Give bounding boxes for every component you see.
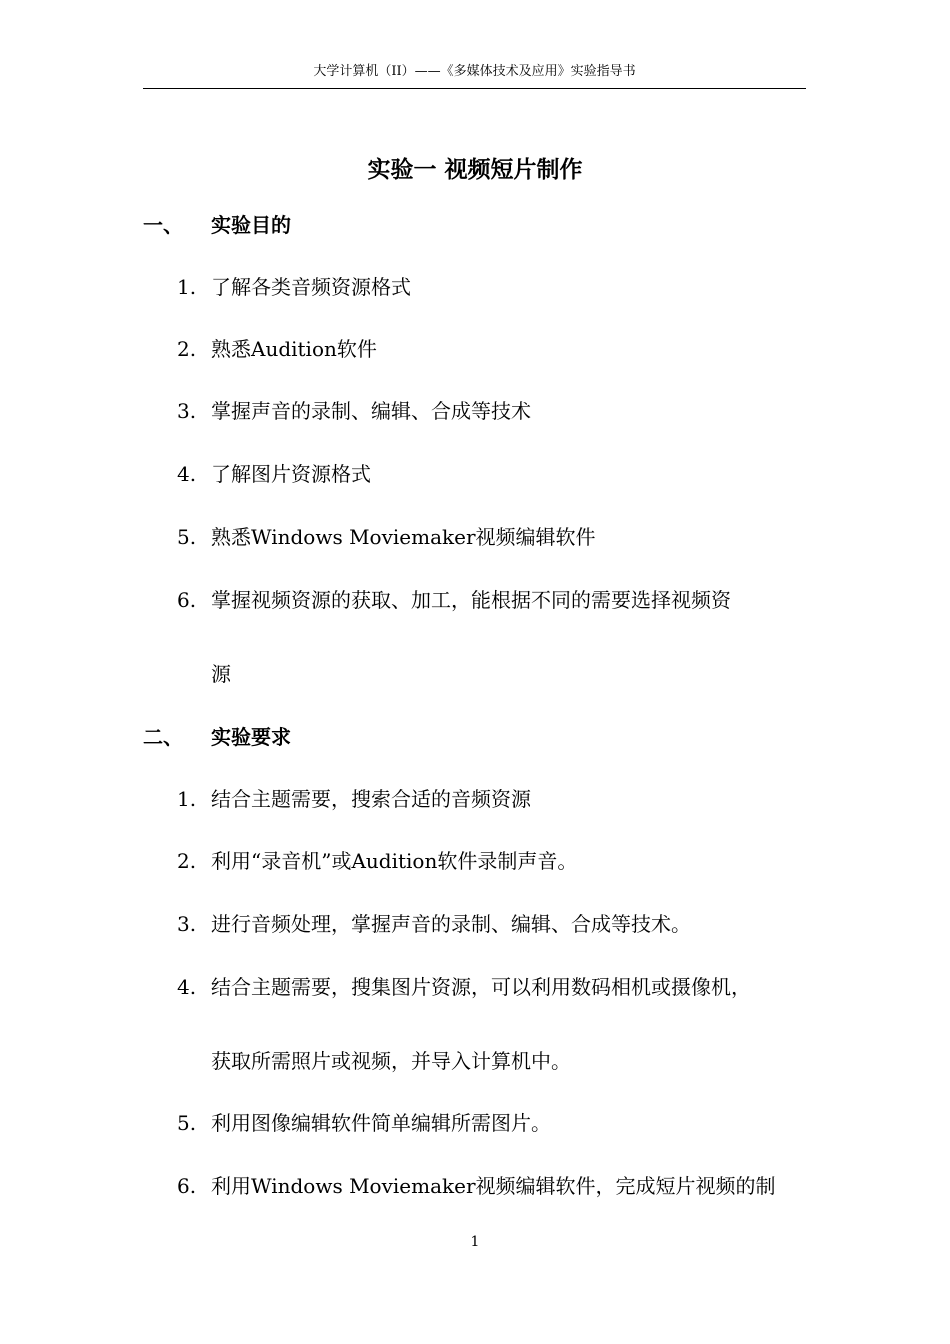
item-number: 2. (177, 337, 197, 361)
item-number: 2. (177, 849, 197, 873)
item-number: 6. (177, 588, 197, 612)
item-text: 熟悉Windows Moviemaker视频编辑软件 (211, 525, 596, 549)
list-item (177, 846, 827, 876)
item-number: 3. (177, 399, 197, 423)
item-text: 熟悉Audition软件 (211, 337, 377, 361)
item-number: 5. (177, 525, 197, 549)
item-number: 1. (177, 787, 197, 811)
section-number: 二、 (143, 725, 183, 749)
list-item-continuation: 源 (211, 662, 231, 686)
item-number: 6. (177, 1174, 197, 1198)
list-item (177, 272, 827, 302)
section-title: 实验目的 (211, 213, 291, 237)
item-text: 结合主题需要，搜索合适的音频资源 (211, 787, 531, 811)
item-text: 掌握视频资源的获取、加工，能根据不同的需要选择视频资 (211, 588, 731, 612)
item-text: 结合主题需要，搜集图片资源，可以利用数码相机或摄像机， (211, 975, 751, 999)
running-header: 大学计算机（II）——《多媒体技术及应用》实验指导书 (143, 62, 806, 89)
item-number: 5. (177, 1111, 197, 1135)
item-number: 3. (177, 912, 197, 936)
section-title: 实验要求 (211, 725, 291, 749)
item-text: 了解各类音频资源格式 (211, 275, 411, 299)
list-item (177, 1171, 827, 1201)
list-item (177, 522, 827, 552)
document-title: 实验一 视频短片制作 (367, 157, 583, 183)
list-item-continuation: 获取所需照片或视频，并导入计算机中。 (211, 1049, 571, 1073)
item-text: 利用“录音机”或Audition软件录制声音。 (211, 849, 578, 873)
item-text: 掌握声音的录制、编辑、合成等技术 (211, 399, 531, 423)
list-item (177, 334, 827, 364)
list-item (177, 784, 827, 814)
list-item (177, 1108, 827, 1138)
list-item (177, 972, 827, 1002)
item-text: 利用图像编辑软件简单编辑所需图片。 (211, 1111, 551, 1135)
list-item (177, 585, 827, 615)
item-number: 4. (177, 462, 197, 486)
item-number: 4. (177, 975, 197, 999)
section-heading-requirements (143, 722, 291, 752)
section-number: 一、 (143, 213, 183, 237)
item-text: 利用Windows Moviemaker视频编辑软件，完成短片视频的制 (211, 1174, 776, 1198)
list-item (177, 909, 827, 939)
page-number: 1 (470, 1234, 480, 1250)
item-text: 了解图片资源格式 (211, 462, 371, 486)
list-item (177, 396, 827, 426)
list-item (177, 459, 827, 489)
section-heading-objectives (143, 210, 291, 240)
item-text: 进行音频处理，掌握声音的录制、编辑、合成等技术。 (211, 912, 691, 936)
item-number: 1. (177, 275, 197, 299)
